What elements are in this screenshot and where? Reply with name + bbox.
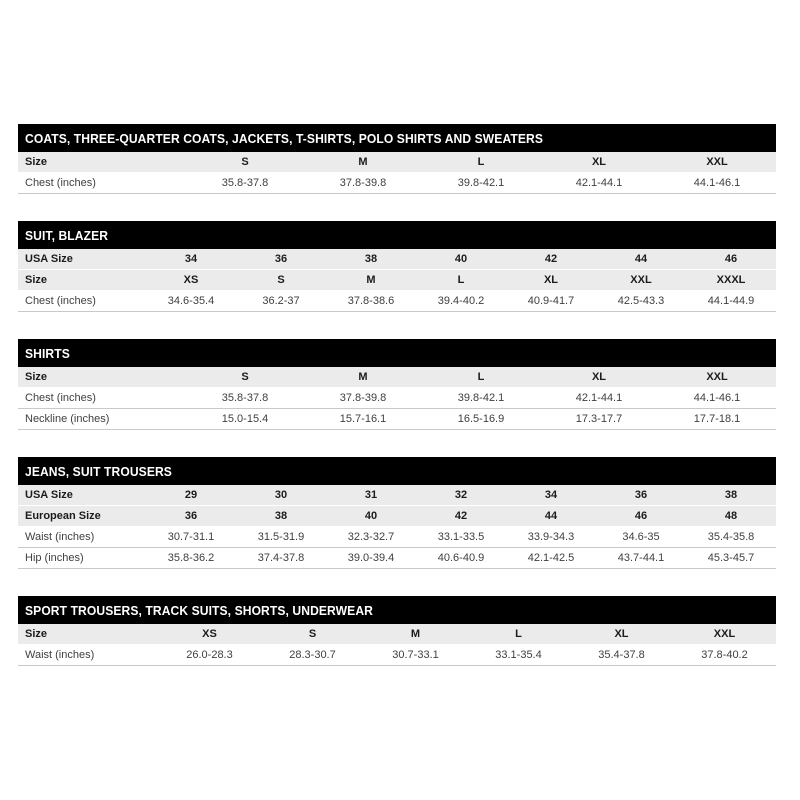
size-value-cell: S: [186, 152, 304, 173]
size-value-cell: 42: [506, 249, 596, 270]
size-header-row: [18, 506, 776, 527]
size-value-cell: L: [416, 270, 506, 291]
size-value-cell: XXL: [658, 152, 776, 173]
size-value-cell: 38: [686, 485, 776, 506]
measurement-row-label: Waist (inches): [18, 645, 158, 666]
measurement-value-cell: 33.1-35.4: [467, 645, 570, 666]
table-title-bar: [18, 221, 776, 249]
size-table: [18, 457, 776, 569]
size-value-cell: XS: [158, 624, 261, 645]
size-value-cell: 36: [236, 249, 326, 270]
measurement-value-cell: 37.8-40.2: [673, 645, 776, 666]
size-value-cell: S: [186, 367, 304, 388]
measurement-value-cell: 35.4-37.8: [570, 645, 673, 666]
size-value-cell: M: [326, 270, 416, 291]
size-value-cell: XL: [540, 152, 658, 173]
size-row-label: European Size: [18, 506, 146, 527]
size-row-label: USA Size: [18, 485, 146, 506]
measurement-value-cell: 17.3-17.7: [540, 409, 658, 430]
measurement-value-cell: 37.8-39.8: [304, 388, 422, 409]
size-value-cell: 30: [236, 485, 326, 506]
measurement-value-cell: 37.4-37.8: [236, 548, 326, 569]
size-value-cell: 46: [686, 249, 776, 270]
measurement-value-cell: 15.7-16.1: [304, 409, 422, 430]
measurement-value-cell: 26.0-28.3: [158, 645, 261, 666]
size-table: [18, 339, 776, 430]
measurement-value-cell: 35.4-35.8: [686, 527, 776, 548]
table-title: SPORT TROUSERS, TRACK SUITS, SHORTS, UNDERWEAR: [25, 602, 373, 618]
size-value-cell: XXXL: [686, 270, 776, 291]
measurement-value-cell: 39.4-40.2: [416, 291, 506, 312]
size-value-cell: 38: [236, 506, 326, 527]
measurement-value-cell: 43.7-44.1: [596, 548, 686, 569]
size-value-cell: 44: [596, 249, 686, 270]
measurement-value-cell: 30.7-31.1: [146, 527, 236, 548]
size-value-cell: M: [304, 367, 422, 388]
size-header-row: [18, 270, 776, 291]
measurement-value-cell: 33.1-33.5: [416, 527, 506, 548]
size-row-label: Size: [18, 152, 186, 173]
table-title-bar: [18, 124, 776, 152]
size-header-row: [18, 624, 776, 645]
measurement-value-cell: 28.3-30.7: [261, 645, 364, 666]
measurement-value-cell: 44.1-44.9: [686, 291, 776, 312]
size-value-cell: S: [261, 624, 364, 645]
measurement-value-cell: 40.6-40.9: [416, 548, 506, 569]
size-row-label: Size: [18, 624, 158, 645]
size-value-cell: XL: [506, 270, 596, 291]
size-value-cell: 29: [146, 485, 236, 506]
measurement-value-cell: 16.5-16.9: [422, 409, 540, 430]
measurement-row: [18, 173, 776, 194]
size-value-cell: 36: [596, 485, 686, 506]
measurement-value-cell: 39.8-42.1: [422, 388, 540, 409]
size-table: [18, 596, 776, 666]
table-title-bar: [18, 457, 776, 485]
size-header-row: [18, 152, 776, 173]
measurement-row-label: Waist (inches): [18, 527, 146, 548]
measurement-row-label: Neckline (inches): [18, 409, 186, 430]
measurement-row: [18, 409, 776, 430]
size-value-cell: XXL: [673, 624, 776, 645]
size-header-row: [18, 249, 776, 270]
measurement-row-label: Chest (inches): [18, 388, 186, 409]
measurement-value-cell: 34.6-35: [596, 527, 686, 548]
size-value-cell: L: [422, 367, 540, 388]
measurement-value-cell: 35.8-37.8: [186, 388, 304, 409]
size-value-cell: 44: [506, 506, 596, 527]
measurement-value-cell: 36.2-37: [236, 291, 326, 312]
size-value-cell: XL: [540, 367, 658, 388]
measurement-value-cell: 31.5-31.9: [236, 527, 326, 548]
size-row-label: Size: [18, 270, 146, 291]
size-value-cell: 34: [506, 485, 596, 506]
measurement-row: [18, 645, 776, 666]
measurement-value-cell: 39.8-42.1: [422, 173, 540, 194]
table-title: COATS, THREE-QUARTER COATS, JACKETS, T-SHIRTS, POLO SHIRTS AND SWEATERS: [25, 130, 543, 146]
measurement-value-cell: 39.0-39.4: [326, 548, 416, 569]
table-title-bar: [18, 596, 776, 624]
measurement-value-cell: 42.1-42.5: [506, 548, 596, 569]
size-tables-container: [18, 124, 776, 693]
measurement-value-cell: 30.7-33.1: [364, 645, 467, 666]
measurement-row: [18, 291, 776, 312]
size-header-row: [18, 485, 776, 506]
size-table: [18, 221, 776, 312]
measurement-value-cell: 37.8-39.8: [304, 173, 422, 194]
measurement-value-cell: 32.3-32.7: [326, 527, 416, 548]
size-value-cell: 34: [146, 249, 236, 270]
size-value-cell: 31: [326, 485, 416, 506]
size-value-cell: 40: [416, 249, 506, 270]
size-header-row: [18, 367, 776, 388]
measurement-value-cell: 42.5-43.3: [596, 291, 686, 312]
size-value-cell: 40: [326, 506, 416, 527]
table-title-bar: [18, 339, 776, 367]
size-value-cell: XL: [570, 624, 673, 645]
size-value-cell: 48: [686, 506, 776, 527]
size-table: [18, 124, 776, 194]
measurement-value-cell: 44.1-46.1: [658, 173, 776, 194]
measurement-value-cell: 40.9-41.7: [506, 291, 596, 312]
size-value-cell: L: [422, 152, 540, 173]
size-value-cell: M: [304, 152, 422, 173]
measurement-value-cell: 17.7-18.1: [658, 409, 776, 430]
size-value-cell: 42: [416, 506, 506, 527]
size-value-cell: 32: [416, 485, 506, 506]
size-value-cell: 46: [596, 506, 686, 527]
size-value-cell: 36: [146, 506, 236, 527]
measurement-row: [18, 548, 776, 569]
measurement-value-cell: 34.6-35.4: [146, 291, 236, 312]
table-title: SUIT, BLAZER: [25, 227, 109, 243]
size-row-label: USA Size: [18, 249, 146, 270]
size-value-cell: XXL: [596, 270, 686, 291]
table-title: JEANS, SUIT TROUSERS: [25, 463, 172, 479]
table-title: SHIRTS: [25, 345, 70, 361]
measurement-row: [18, 388, 776, 409]
measurement-value-cell: 37.8-38.6: [326, 291, 416, 312]
size-value-cell: 38: [326, 249, 416, 270]
measurement-value-cell: 35.8-37.8: [186, 173, 304, 194]
size-value-cell: XS: [146, 270, 236, 291]
measurement-value-cell: 35.8-36.2: [146, 548, 236, 569]
measurement-value-cell: 42.1-44.1: [540, 388, 658, 409]
measurement-value-cell: 15.0-15.4: [186, 409, 304, 430]
measurement-value-cell: 44.1-46.1: [658, 388, 776, 409]
size-value-cell: M: [364, 624, 467, 645]
measurement-row-label: Hip (inches): [18, 548, 146, 569]
size-value-cell: L: [467, 624, 570, 645]
measurement-value-cell: 33.9-34.3: [506, 527, 596, 548]
measurement-value-cell: 45.3-45.7: [686, 548, 776, 569]
size-value-cell: XXL: [658, 367, 776, 388]
measurement-value-cell: 42.1-44.1: [540, 173, 658, 194]
measurement-row-label: Chest (inches): [18, 173, 186, 194]
measurement-row-label: Chest (inches): [18, 291, 146, 312]
size-row-label: Size: [18, 367, 186, 388]
size-value-cell: S: [236, 270, 326, 291]
measurement-row: [18, 527, 776, 548]
